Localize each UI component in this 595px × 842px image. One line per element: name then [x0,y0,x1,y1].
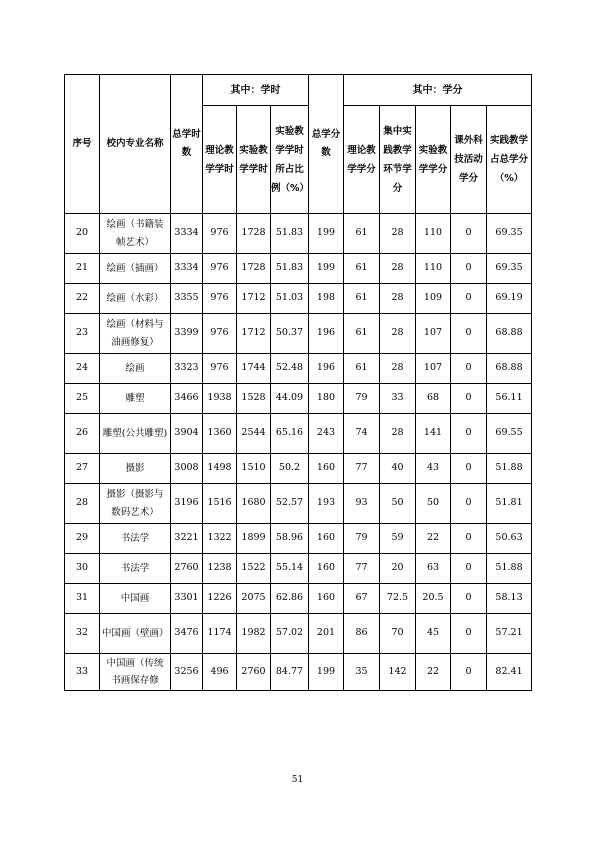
cell-theory-hours: 1360 [203,414,237,454]
cell-total-credits: 196 [309,354,344,384]
cell-total-hours: 3466 [171,384,203,414]
cell-practice-credit-ratio: 51.81 [487,484,532,524]
cell-theory-credits: 67 [344,584,380,614]
cell-practice-hours: 1522 [237,554,271,584]
table-row [65,414,532,454]
cell-extracurricular-credits: 0 [451,284,487,314]
cell-practice-ratio: 55.14 [271,554,309,584]
cell-seq: 26 [65,414,100,454]
cell-practice-credit-ratio: 68.88 [487,314,532,354]
cell-concentrated-credits: 28 [380,314,416,354]
cell-seq: 30 [65,554,100,584]
header-practice-hours: 实验教学学时 [237,106,271,214]
cell-theory-hours: 976 [203,354,237,384]
cell-experiment-credits: 63 [416,554,451,584]
header-practice-credit-ratio: 实践教学占总学分（%） [487,106,532,214]
table-row [65,314,532,354]
table-row [65,554,532,584]
cell-theory-hours: 1174 [203,614,237,654]
cell-practice-hours: 1680 [237,484,271,524]
cell-extracurricular-credits: 0 [451,454,487,484]
cell-total-hours: 3334 [171,254,203,284]
cell-total-hours: 2760 [171,554,203,584]
cell-major: 中国画（传统书画保存修 [100,654,171,691]
table-row [65,354,532,384]
cell-major: 雕塑(公共雕塑) [100,414,171,454]
cell-concentrated-credits: 33 [380,384,416,414]
cell-concentrated-credits: 142 [380,654,416,691]
cell-practice-ratio: 51.83 [271,214,309,254]
cell-practice-hours: 2760 [237,654,271,691]
cell-total-hours: 3256 [171,654,203,691]
cell-practice-hours: 1744 [237,354,271,384]
cell-practice-ratio: 58.96 [271,524,309,554]
cell-practice-ratio: 44.09 [271,384,309,414]
cell-practice-credit-ratio: 50.63 [487,524,532,554]
cell-seq: 24 [65,354,100,384]
cell-total-hours: 3323 [171,354,203,384]
cell-extracurricular-credits: 0 [451,554,487,584]
cell-extracurricular-credits: 0 [451,654,487,691]
cell-major: 雕塑 [100,384,171,414]
cell-theory-credits: 35 [344,654,380,691]
cell-concentrated-credits: 20 [380,554,416,584]
cell-experiment-credits: 107 [416,354,451,384]
cell-experiment-credits: 109 [416,284,451,314]
cell-concentrated-credits: 40 [380,454,416,484]
cell-experiment-credits: 107 [416,314,451,354]
cell-experiment-credits: 110 [416,214,451,254]
cell-seq: 20 [65,214,100,254]
cell-total-hours: 3904 [171,414,203,454]
cell-practice-ratio: 52.57 [271,484,309,524]
cell-practice-ratio: 57.02 [271,614,309,654]
header-hours-group: 其中：学时 [203,75,309,106]
cell-practice-credit-ratio: 57.21 [487,614,532,654]
cell-practice-ratio: 84.77 [271,654,309,691]
cell-theory-hours: 1226 [203,584,237,614]
header-theory-credits: 理论教学学分 [344,106,380,214]
cell-major: 绘画（材料与油画修复） [100,314,171,354]
table-body [65,214,532,691]
cell-total-credits: 160 [309,454,344,484]
cell-total-credits: 160 [309,584,344,614]
cell-theory-hours: 1238 [203,554,237,584]
cell-total-credits: 160 [309,524,344,554]
cell-major: 中国画（壁画） [100,614,171,654]
cell-theory-credits: 61 [344,214,380,254]
cell-theory-hours: 976 [203,314,237,354]
cell-practice-hours: 1982 [237,614,271,654]
cell-major: 绘画（插画） [100,254,171,284]
cell-extracurricular-credits: 0 [451,354,487,384]
header-theory-hours: 理论教学学时 [203,106,237,214]
cell-practice-ratio: 51.83 [271,254,309,284]
cell-practice-hours: 1712 [237,314,271,354]
cell-practice-ratio: 52.48 [271,354,309,384]
cell-seq: 31 [65,584,100,614]
cell-experiment-credits: 22 [416,524,451,554]
cell-extracurricular-credits: 0 [451,484,487,524]
cell-concentrated-credits: 72.5 [380,584,416,614]
cell-practice-hours: 2544 [237,414,271,454]
cell-practice-credit-ratio: 58.13 [487,584,532,614]
cell-experiment-credits: 20.5 [416,584,451,614]
cell-theory-hours: 1322 [203,524,237,554]
cell-concentrated-credits: 28 [380,414,416,454]
cell-practice-hours: 1728 [237,254,271,284]
cell-extracurricular-credits: 0 [451,524,487,554]
header-practice-ratio: 实验教学学时所占比例（%） [271,106,309,214]
table-row [65,524,532,554]
cell-total-credits: 199 [309,654,344,691]
curriculum-table [64,74,532,691]
cell-total-credits: 198 [309,284,344,314]
cell-extracurricular-credits: 0 [451,584,487,614]
cell-theory-hours: 976 [203,214,237,254]
cell-total-credits: 199 [309,254,344,284]
cell-total-hours: 3196 [171,484,203,524]
cell-extracurricular-credits: 0 [451,414,487,454]
cell-seq: 28 [65,484,100,524]
cell-theory-credits: 61 [344,354,380,384]
table-row [65,214,532,254]
cell-major: 中国画 [100,584,171,614]
cell-theory-credits: 61 [344,284,380,314]
cell-concentrated-credits: 59 [380,524,416,554]
cell-concentrated-credits: 50 [380,484,416,524]
cell-total-credits: 243 [309,414,344,454]
cell-practice-credit-ratio: 68.88 [487,354,532,384]
cell-concentrated-credits: 28 [380,284,416,314]
header-major: 校内专业名称 [100,75,171,214]
cell-theory-credits: 93 [344,484,380,524]
table-row [65,384,532,414]
cell-practice-credit-ratio: 69.55 [487,414,532,454]
cell-theory-credits: 61 [344,314,380,354]
cell-total-credits: 196 [309,314,344,354]
cell-practice-hours: 1712 [237,284,271,314]
cell-experiment-credits: 22 [416,654,451,691]
table-row [65,454,532,484]
table-row [65,654,532,691]
table-row [65,614,532,654]
cell-total-hours: 3301 [171,584,203,614]
header-concentrated-credits: 集中实践教学环节学分 [380,106,416,214]
cell-total-hours: 3355 [171,284,203,314]
header-extracurricular-credits: 课外科技活动学分 [451,106,487,214]
cell-theory-hours: 976 [203,284,237,314]
cell-practice-hours: 2075 [237,584,271,614]
cell-theory-credits: 79 [344,384,380,414]
cell-experiment-credits: 43 [416,454,451,484]
cell-total-credits: 199 [309,214,344,254]
header-seq: 序号 [65,75,100,214]
cell-total-hours: 3334 [171,214,203,254]
table-row [65,484,532,524]
cell-theory-credits: 77 [344,454,380,484]
cell-theory-hours: 1938 [203,384,237,414]
cell-total-credits: 201 [309,614,344,654]
cell-theory-credits: 77 [344,554,380,584]
cell-experiment-credits: 110 [416,254,451,284]
cell-practice-credit-ratio: 82.41 [487,654,532,691]
cell-seq: 25 [65,384,100,414]
cell-major: 绘画（书籍装帧艺术） [100,214,171,254]
cell-extracurricular-credits: 0 [451,254,487,284]
cell-concentrated-credits: 28 [380,354,416,384]
cell-total-hours: 3476 [171,614,203,654]
cell-seq: 23 [65,314,100,354]
cell-practice-credit-ratio: 69.19 [487,284,532,314]
cell-theory-credits: 86 [344,614,380,654]
cell-total-hours: 3221 [171,524,203,554]
cell-theory-hours: 976 [203,254,237,284]
table-row [65,584,532,614]
page-number: 51 [291,775,304,785]
cell-theory-credits: 74 [344,414,380,454]
cell-extracurricular-credits: 0 [451,384,487,414]
cell-experiment-credits: 68 [416,384,451,414]
cell-major: 摄影（摄影与数码艺术） [100,484,171,524]
cell-practice-hours: 1899 [237,524,271,554]
header-total-credits: 总学分数 [309,75,344,214]
cell-theory-hours: 496 [203,654,237,691]
cell-practice-hours: 1728 [237,214,271,254]
cell-practice-credit-ratio: 51.88 [487,454,532,484]
cell-theory-credits: 61 [344,254,380,284]
cell-theory-hours: 1498 [203,454,237,484]
cell-major: 绘画（水彩） [100,284,171,314]
cell-extracurricular-credits: 0 [451,314,487,354]
cell-theory-hours: 1516 [203,484,237,524]
cell-practice-hours: 1528 [237,384,271,414]
cell-major: 绘画 [100,354,171,384]
cell-concentrated-credits: 28 [380,214,416,254]
cell-seq: 29 [65,524,100,554]
cell-major: 书法学 [100,524,171,554]
cell-total-credits: 160 [309,554,344,584]
cell-experiment-credits: 45 [416,614,451,654]
header-total-hours: 总学时数 [171,75,203,214]
cell-extracurricular-credits: 0 [451,214,487,254]
cell-practice-hours: 1510 [237,454,271,484]
cell-total-hours: 3008 [171,454,203,484]
cell-practice-credit-ratio: 51.88 [487,554,532,584]
cell-seq: 32 [65,614,100,654]
cell-practice-ratio: 65.16 [271,414,309,454]
cell-practice-credit-ratio: 69.35 [487,254,532,284]
cell-major: 摄影 [100,454,171,484]
cell-concentrated-credits: 28 [380,254,416,284]
cell-seq: 33 [65,654,100,691]
cell-practice-ratio: 50.37 [271,314,309,354]
cell-practice-ratio: 51.03 [271,284,309,314]
cell-total-credits: 193 [309,484,344,524]
cell-practice-ratio: 50.2 [271,454,309,484]
cell-practice-credit-ratio: 69.35 [487,214,532,254]
cell-theory-credits: 79 [344,524,380,554]
cell-seq: 21 [65,254,100,284]
cell-practice-ratio: 62.86 [271,584,309,614]
header-credits-group: 其中：学分 [344,75,532,106]
cell-experiment-credits: 141 [416,414,451,454]
table-row [65,254,532,284]
cell-major: 书法学 [100,554,171,584]
table-row [65,284,532,314]
cell-total-hours: 3399 [171,314,203,354]
cell-seq: 27 [65,454,100,484]
cell-seq: 22 [65,284,100,314]
cell-practice-credit-ratio: 56.11 [487,384,532,414]
header-experiment-credits: 实验教学学分 [416,106,451,214]
cell-total-credits: 180 [309,384,344,414]
cell-concentrated-credits: 70 [380,614,416,654]
cell-extracurricular-credits: 0 [451,614,487,654]
cell-experiment-credits: 50 [416,484,451,524]
